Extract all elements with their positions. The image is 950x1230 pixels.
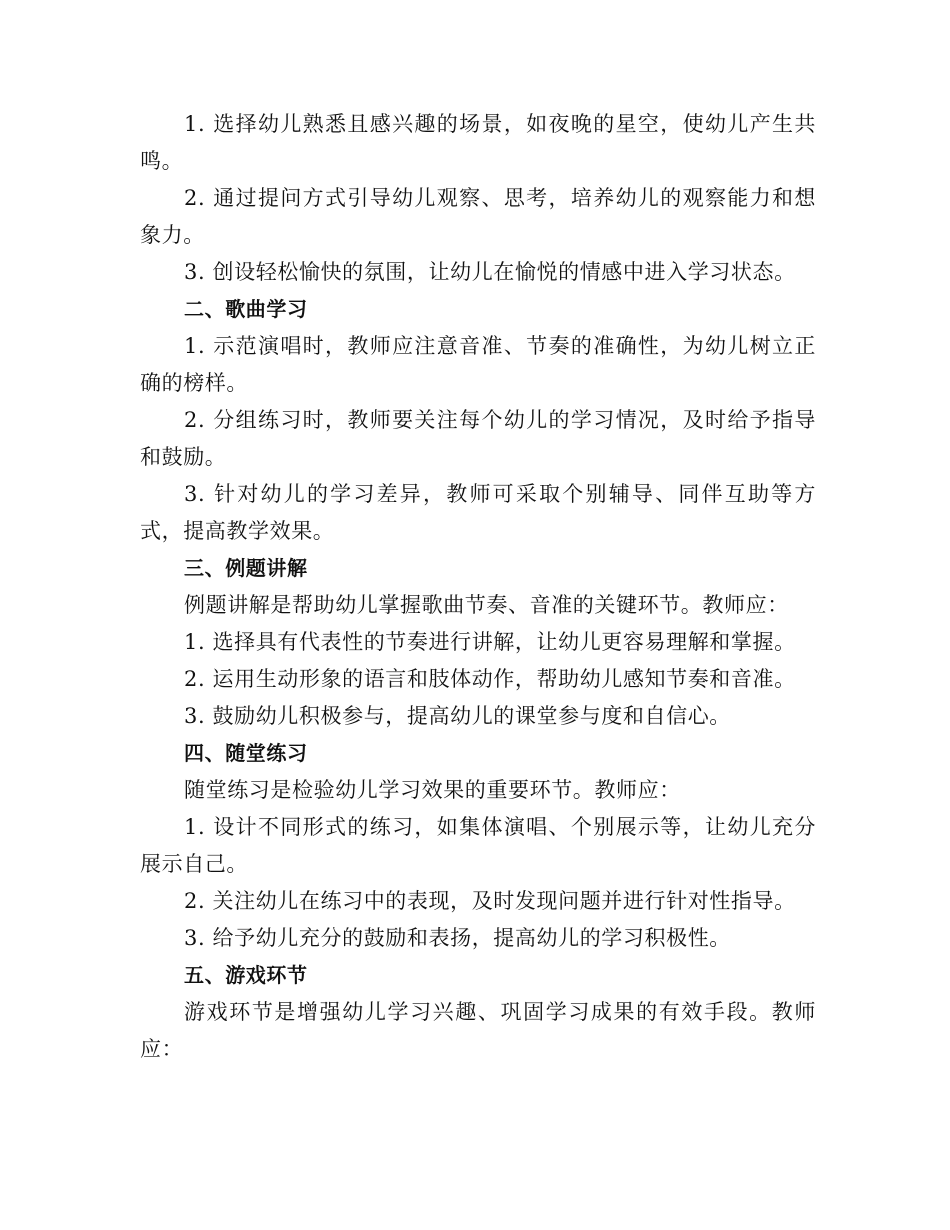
intro-item-1: 1. 选择幼儿熟悉且感兴趣的场景，如夜晚的星空，使幼儿产生共鸣。 [140,112,816,173]
class-practice-item-3: 3. 给予幼儿充分的鼓励和表扬，提高幼儿的学习积极性。 [184,926,731,950]
class-practice-item-1: 1. 设计不同形式的练习，如集体演唱、个别展示等，让幼儿充分展示自己。 [140,815,816,876]
section-heading-game-session: 五、游戏环节 [184,963,308,987]
section-heading-example-explanation: 三、例题讲解 [184,556,308,580]
document-page [140,106,816,1068]
intro-item-3: 3. 创设轻松愉快的氛围，让幼儿在愉悦的情感中进入学习状态。 [184,260,796,284]
example-explanation-item-2: 2. 运用生动形象的语言和肢体动作，帮助幼儿感知节奏和音准。 [184,667,796,691]
example-explanation-item-3: 3. 鼓励幼儿积极参与，提高幼儿的课堂参与度和自信心。 [184,704,731,728]
example-explanation-intro: 例题讲解是帮助幼儿掌握歌曲节奏、音准的关键环节。教师应： [184,593,789,617]
game-session-intro: 游戏环节是增强幼儿学习兴趣、巩固学习成果的有效手段。教师应： [140,1000,816,1061]
section-heading-class-practice: 四、随堂练习 [184,741,308,765]
song-learning-item-3: 3. 针对幼儿的学习差异，教师可采取个别辅导、同伴互助等方式，提高教学效果。 [140,482,816,543]
example-explanation-item-1: 1. 选择具有代表性的节奏进行讲解，让幼儿更容易理解和掌握。 [184,630,796,654]
song-learning-item-2: 2. 分组练习时，教师要关注每个幼儿的学习情况，及时给予指导和鼓励。 [140,408,816,469]
section-heading-song-learning: 二、歌曲学习 [184,297,308,321]
class-practice-intro: 随堂练习是检验幼儿学习效果的重要环节。教师应： [184,778,681,802]
class-practice-item-2: 2. 关注幼儿在练习中的表现，及时发现问题并进行针对性指导。 [184,889,796,913]
intro-item-2: 2. 通过提问方式引导幼儿观察、思考，培养幼儿的观察能力和想象力。 [140,186,816,247]
song-learning-item-1: 1. 示范演唱时，教师应注意音准、节奏的准确性，为幼儿树立正确的榜样。 [140,334,816,395]
